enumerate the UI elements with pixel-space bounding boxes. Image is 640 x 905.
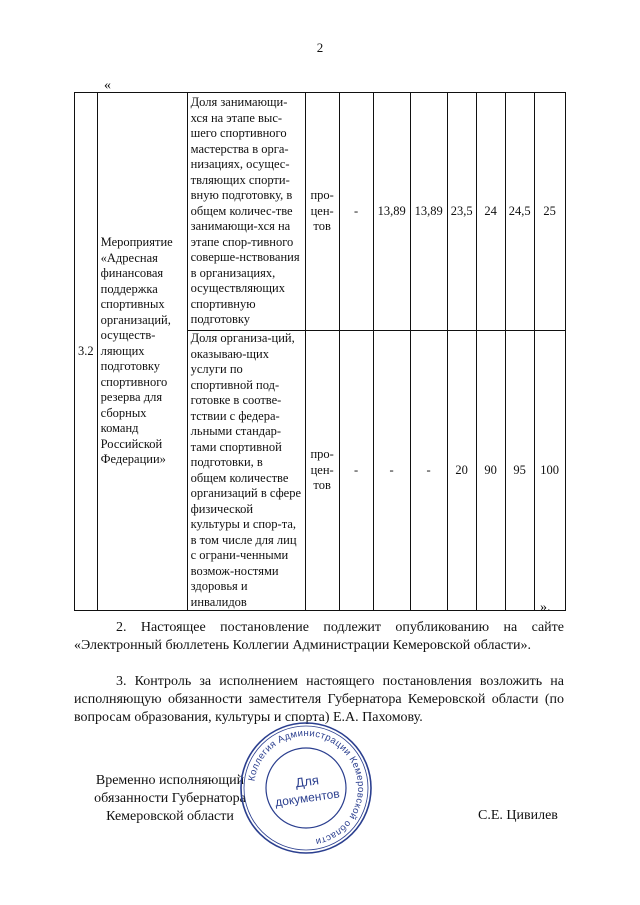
stamp-center-line: документов — [274, 786, 341, 810]
indicator-text: Доля занимающи-хся на этапе выс-шего спортивного мастерства в орга-низациях, осущес-твляющих спорти-вную подготовку, в общем количес-тве занимающи-хся на этапе спор-тивного соверше-нствования в организациях, осуществляющих спортивную подготовку — [187, 93, 305, 331]
official-stamp — [238, 720, 374, 856]
signatory-title-line: Временно исполняющий — [95, 773, 245, 788]
value-cell: - — [339, 93, 373, 331]
table-row — [75, 93, 566, 331]
value-cell: 25 — [534, 93, 565, 331]
value-cell: - — [373, 331, 410, 611]
paragraph-3: 3. Контроль за исполнением настоящего постановления возложить на исполняющую обязанности заместителя Губернатора Кемеровской области (по вопросам образования, культуры и спорта) Е.А. Пахомову. — [74, 674, 564, 725]
value-cell: 23,5 — [447, 93, 476, 331]
signatory-title-line: Кемеровской области — [106, 809, 234, 824]
value-cell: - — [410, 331, 447, 611]
value-cell: 20 — [447, 331, 476, 611]
event-name: Мероприятие «Адресная финансовая поддержка спортивных организаций, осуществ-ляющих подготовку спортивного резерва для сборных команд Российской Федерации» — [97, 93, 187, 611]
row-number: 3.2 — [75, 93, 98, 611]
indicators-table — [74, 92, 566, 611]
paragraph-2: 2. Настоящее постановление подлежит опубликованию на сайте «Электронный бюллетень Коллегии Администрации Кемеровской области». — [74, 620, 564, 653]
value-cell: - — [339, 331, 373, 611]
stamp-center-line: Для — [294, 772, 320, 791]
value-cell: 13,89 — [410, 93, 447, 331]
value-cell: 24 — [476, 93, 505, 331]
value-cell: 24,5 — [505, 93, 534, 331]
unit-cell: про-цен-тов — [305, 331, 339, 611]
unit-cell: про-цен-тов — [305, 93, 339, 331]
value-cell: 95 — [505, 331, 534, 611]
value-cell: 90 — [476, 331, 505, 611]
stamp-ring-text: Коллегия Администрации Кемеровской области — [246, 727, 367, 848]
open-quote: « — [104, 78, 111, 93]
value-cell: 100 — [534, 331, 565, 611]
indicator-text: Доля организа-ций, оказываю-щих услуги по спортивной под-готовке в соотве-тствии с федера-льными стандар-тами спортивной подготовки, в общем количестве организаций в сфере физической культуры и спор-та, в том числе для лиц с ограни-ченными возмож-ностями здоровья и инвалидов — [187, 331, 305, 611]
close-quote: ». — [540, 600, 551, 615]
signatory-title — [80, 772, 260, 826]
page-number: 2 — [316, 40, 324, 55]
signatory-title-line: обязанности Губернатора — [94, 791, 246, 806]
value-cell: 13,89 — [373, 93, 410, 331]
signatory-name: С.Е. Цивилев — [478, 808, 558, 823]
